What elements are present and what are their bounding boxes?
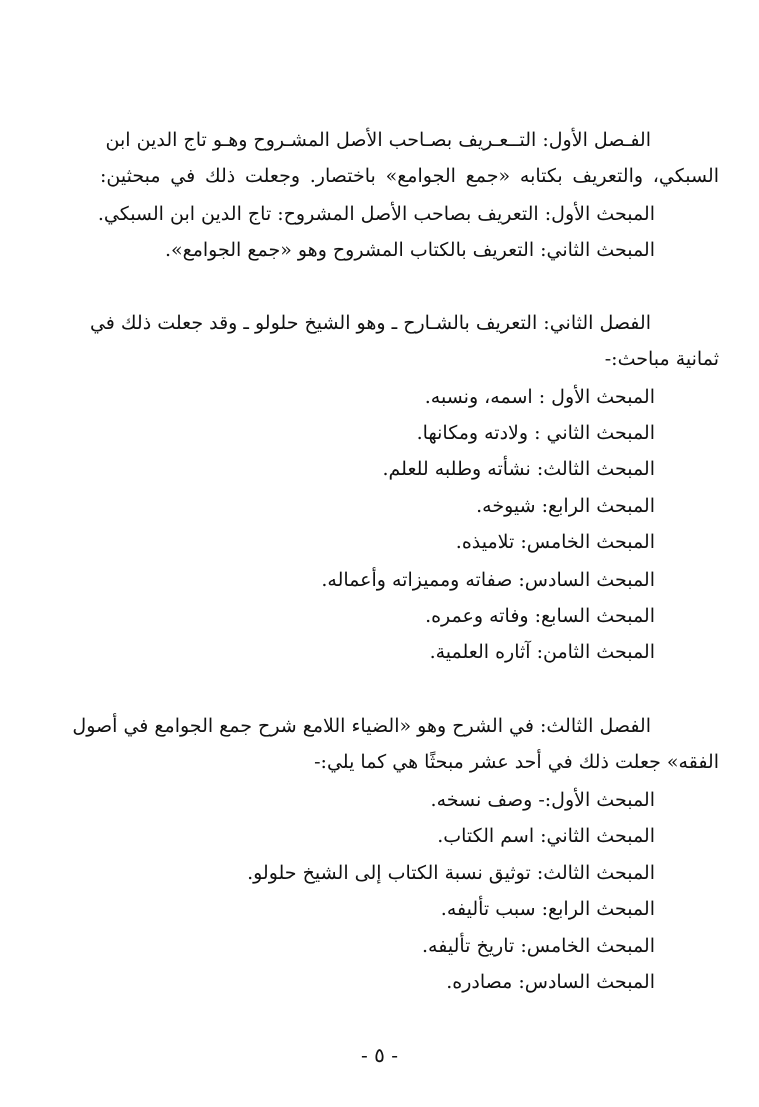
section3-item-2: المبحث الثاني: اسم الكتاب.	[437, 825, 655, 847]
section2-heading-line2: ثمانية مباحث:-	[604, 348, 719, 370]
section2-item-3: المبحث الثالث: نشأته وطلبه للعلم.	[382, 458, 655, 480]
section2-item-6: المبحث السادس: صفاته ومميزاته وأعماله.	[321, 569, 655, 591]
section2-item-1: المبحث الأول : اسمه، ونسبه.	[424, 386, 655, 408]
section2-item-5: المبحث الخامس: تلاميذه.	[455, 531, 655, 553]
section2-item-8: المبحث الثامن: آثاره العلمية.	[429, 641, 655, 663]
section3-item-4: المبحث الرابع: سبب تأليفه.	[440, 898, 655, 920]
section1-item-2: المبحث الثاني: التعريف بالكتاب المشروح وهو «جمع الجوامع».	[164, 239, 655, 261]
section2-item-2: المبحث الثاني : ولادته ومكانها.	[416, 422, 655, 444]
section2-heading-line1: الفصل الثاني: التعريف بالشـارح ـ وهو الشيخ حلولو ـ وقد جعلت ذلك في	[89, 312, 651, 334]
section3-item-3: المبحث الثالث: توثيق نسبة الكتاب إلى الشيخ حلولو.	[247, 862, 655, 884]
section3-heading-line2: الفقه» جعلت ذلك في أحد عشر مبحثًا هي كما يلي:-	[314, 751, 719, 773]
page-number: - ٥ -	[361, 1043, 398, 1067]
section1-item-1: المبحث الأول: التعريف بصاحب الأصل المشروح: تاج الدين ابن السبكي.	[97, 203, 655, 225]
section1-heading-line2: السبكي، والتعريف بكتابه «جمع الجوامع» باختصار. وجعلت ذلك في مبحثين:	[100, 165, 719, 187]
section2-item-4: المبحث الرابع: شيوخه.	[476, 495, 655, 517]
section3-heading-line1: الفصل الثالث: في الشرح وهو «الضياء اللامع شرح جمع الجوامع في أصول	[72, 715, 651, 737]
section3-item-1: المبحث الأول:- وصف نسخه.	[430, 789, 655, 811]
section1-heading-line1: الفـصل الأول: التــعـريف بصـاحب الأصل المشـروح وهـو تاج الدين ابن	[105, 129, 651, 151]
section3-item-6: المبحث السادس: مصادره.	[446, 971, 655, 993]
section2-item-7: المبحث السابع: وفاته وعمره.	[425, 605, 655, 627]
section3-item-5: المبحث الخامس: تاريخ تأليفه.	[422, 935, 655, 957]
